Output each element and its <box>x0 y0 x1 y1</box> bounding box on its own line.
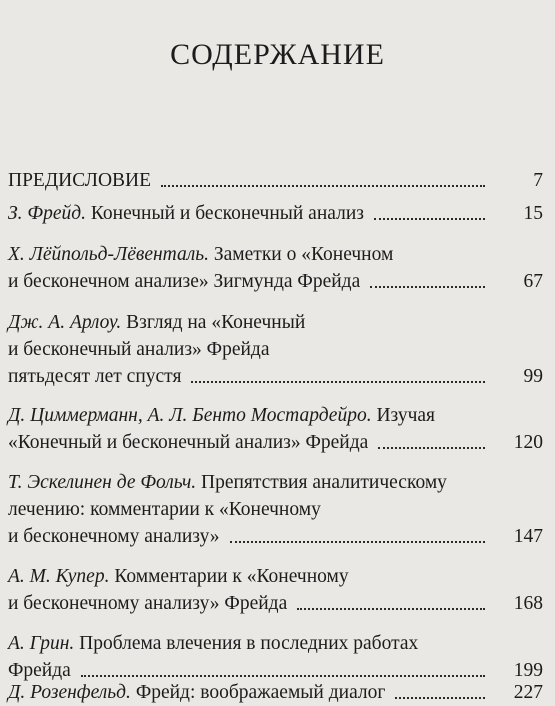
toc-page-number: 168 <box>513 593 543 614</box>
dot-leader <box>230 541 485 543</box>
toc-entry-title: Изучая <box>371 405 436 426</box>
toc-entry-text <box>8 405 435 426</box>
toc-entry-title: и бесконечному анализу» <box>8 526 220 547</box>
toc-entry-author: З. Фрейд. <box>8 203 86 224</box>
toc-page-number: 67 <box>523 271 543 292</box>
toc-page-number: 7 <box>533 170 543 191</box>
toc-entry-line <box>8 168 543 194</box>
toc-entry-title: Заметки о «Конечном <box>209 244 394 265</box>
toc-entry-author: Д. Циммерманн, А. Л. Бенто Мостардейро. <box>8 405 372 426</box>
toc-entry-line <box>8 269 543 295</box>
toc-entry-author: А. Грин. <box>8 633 75 654</box>
toc-entry-title: Конечный и бесконечный анализ <box>85 203 364 224</box>
toc-entry-text <box>8 430 368 456</box>
toc-page-number: 120 <box>513 432 543 453</box>
dot-leader <box>297 608 485 610</box>
toc-entry-text <box>8 499 321 520</box>
toc-entry-text <box>8 201 364 227</box>
toc-entry-text <box>8 680 385 706</box>
toc-entry-text <box>8 339 270 360</box>
toc-entry-line <box>8 364 543 390</box>
toc-entry-title: Фрейд: воображаемый диалог <box>130 682 386 703</box>
dot-leader <box>191 381 485 383</box>
toc-entry-text <box>8 566 349 587</box>
dot-leader <box>378 447 485 449</box>
toc-page-number: 199 <box>513 660 543 681</box>
toc-entry-title: Проблема влечения в последних работах <box>74 633 419 654</box>
toc-entry-text <box>8 364 181 390</box>
toc-entry-text <box>8 472 447 493</box>
toc-entry-title: Взгляд на «Конечный <box>121 312 306 333</box>
toc-entry-text <box>8 524 220 550</box>
toc-entry-text <box>8 168 151 194</box>
toc-entry-title: и бесконечный анализ» Фрейда <box>8 339 270 360</box>
dot-leader <box>374 218 485 220</box>
toc-entry-title: Комментарии к «Конечному <box>109 566 349 587</box>
dot-leader <box>161 185 485 187</box>
toc-entry-author: Д. Розенфельд. <box>8 682 131 703</box>
toc-entry-line <box>8 631 543 657</box>
toc-entry-line <box>8 497 543 523</box>
toc-entry-line <box>8 242 543 268</box>
toc-entry-title: Препятствия аналитическому <box>196 472 447 493</box>
toc-entry-title: и бесконечному анализу» Фрейда <box>8 593 288 614</box>
toc-entry-line <box>8 524 543 550</box>
toc-entry-author: А. М. Купер. <box>8 566 110 587</box>
dot-leader <box>81 675 485 677</box>
toc-entry-text <box>8 312 305 333</box>
toc-entry-line <box>8 680 543 706</box>
toc-entry-line <box>8 564 543 590</box>
toc-entry-line <box>8 201 543 227</box>
toc-entry-text <box>8 591 287 617</box>
toc-entry-title: и бесконечном анализе» Зигмунда Фрейда <box>8 271 361 292</box>
toc-page-number: 99 <box>523 366 543 387</box>
toc-entry-line <box>8 430 543 456</box>
toc-page-number: 15 <box>523 203 543 224</box>
toc-entry-title: лечению: комментарии к «Конечному <box>8 499 321 520</box>
dot-leader <box>370 286 485 288</box>
toc-entry-text <box>8 269 360 295</box>
toc-entry-text <box>8 244 393 265</box>
toc-entry-line <box>8 470 543 496</box>
toc-entry-title: ПРЕДИСЛОВИЕ <box>8 170 152 191</box>
page-title: СОДЕРЖАНИЕ <box>170 38 385 71</box>
toc-entry-text <box>8 633 418 654</box>
toc-entry-line <box>8 403 543 429</box>
toc-entry-title: пятьдесят лет спустя <box>8 366 182 387</box>
toc-entry-author: Т. Эскелинен де Фольч. <box>8 472 197 493</box>
toc-entry-title: «Конечный и бесконечный анализ» Фрейда <box>8 432 369 453</box>
toc-entry-title: Фрейда <box>8 660 71 681</box>
toc-entry-line <box>8 310 543 336</box>
toc-entry-line <box>8 337 543 363</box>
toc-entry-line <box>8 591 543 617</box>
toc-page-number: 147 <box>513 526 543 547</box>
toc-entry-author: Х. Лёйпольд-Лёвенталь. <box>8 244 209 265</box>
toc-page-number: 227 <box>513 682 543 703</box>
toc-entry-author: Дж. А. Арлоу. <box>8 312 122 333</box>
